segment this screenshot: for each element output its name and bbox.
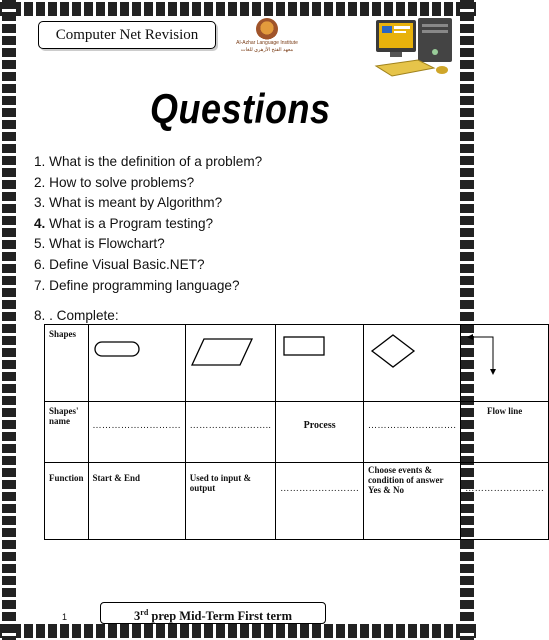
- function-cell: Choose events & condition of answer Yes & No: [364, 463, 461, 540]
- flow-line-shape-icon: [465, 329, 505, 377]
- question-item: 7. Define programming language?: [34, 277, 240, 293]
- shape-cell: [88, 325, 185, 402]
- name-cell: Process: [276, 402, 364, 463]
- name-cell: ……………………….: [364, 402, 461, 463]
- question-list: [34, 152, 444, 296]
- function-cell: …………………….: [461, 463, 549, 540]
- function-cell: …………………….: [276, 463, 364, 540]
- question-item: 1. What is the definition of a problem?: [34, 154, 263, 169]
- page-border-right: [460, 0, 474, 640]
- rectangle-shape-icon: [280, 335, 330, 357]
- question-item: 2. How to solve problems?: [34, 174, 195, 190]
- row-header-names: Shapes' name: [45, 402, 89, 463]
- shape-cell: [276, 325, 364, 402]
- shape-cell: [185, 325, 276, 402]
- diamond-shape-icon: [368, 331, 418, 371]
- page-border-bottom: [0, 624, 476, 638]
- institute-logo: [234, 18, 300, 64]
- function-cell: Start & End: [88, 463, 185, 540]
- question-item: 6. Define Visual Basic.NET?: [34, 256, 205, 272]
- terminal-shape-icon: [93, 339, 143, 359]
- question-item: 3. What is meant by Algorithm?: [34, 195, 223, 211]
- table-row: [45, 402, 549, 463]
- shape-cell: [364, 325, 461, 402]
- logo-arabic-text: معهد الفتح الأزهري للغات: [240, 47, 294, 53]
- row-header-function: Function: [45, 463, 89, 540]
- page-border-left: [2, 0, 16, 640]
- question-item: 5. What is Flowchart?: [34, 236, 165, 252]
- logo-english-text: Al-Azhar Language Institute: [236, 40, 298, 46]
- row-header-shapes: Shapes: [45, 325, 89, 402]
- question-item: 4. What is a Program testing?: [34, 215, 214, 231]
- table-row: [45, 463, 549, 540]
- parallelogram-shape-icon: [190, 337, 254, 367]
- page-number: 1: [62, 612, 68, 622]
- table-row: [45, 325, 549, 402]
- complete-label: 8. . Complete:: [34, 308, 119, 323]
- document-title: Computer Net Revision: [38, 21, 216, 49]
- name-cell: ……………………..: [185, 402, 276, 463]
- function-cell: Used to input & output: [185, 463, 276, 540]
- page-heading: Questions: [150, 84, 331, 132]
- name-cell: ……………………….: [88, 402, 185, 463]
- footer-title: 3rd prep Mid-Term First term: [100, 602, 326, 624]
- computer-illustration-icon: [372, 14, 458, 78]
- name-cell: Flow line: [461, 402, 549, 463]
- logo-emblem-icon: [256, 18, 278, 40]
- flowchart-shapes-table: [44, 324, 549, 540]
- shape-cell: [461, 325, 549, 402]
